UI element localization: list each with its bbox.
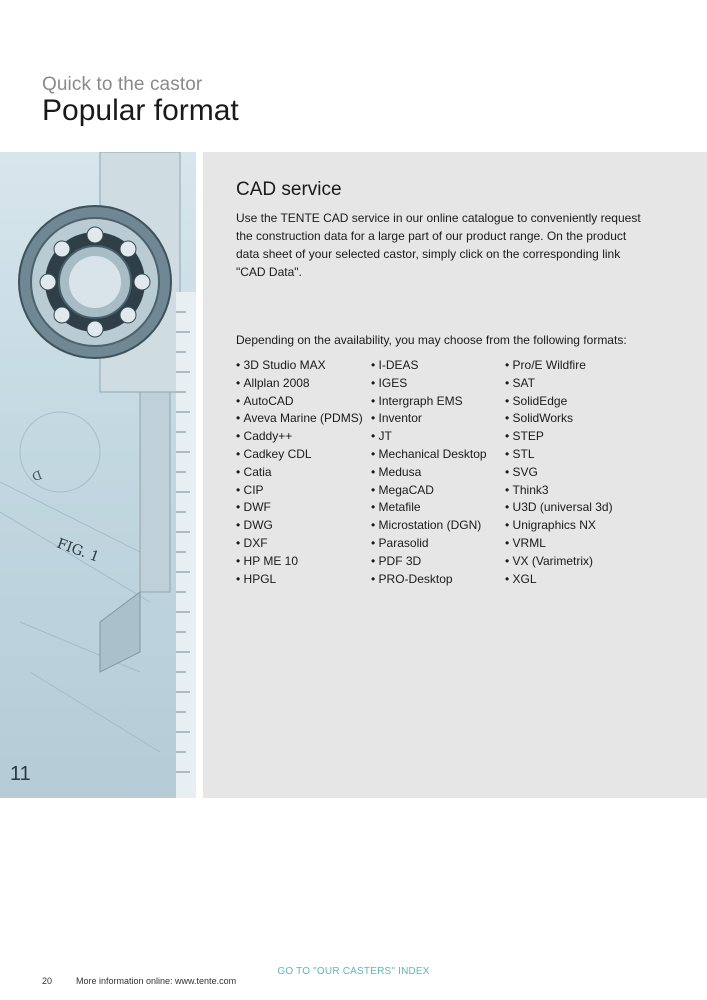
format-item: • Inventor: [371, 410, 505, 428]
page-title: Popular format: [42, 94, 239, 127]
footer-website: More information online: www.tente.com: [76, 976, 237, 986]
format-item: • Pro/E Wildfire: [505, 357, 645, 375]
format-item: • CIP: [236, 482, 371, 500]
format-item: • Medusa: [371, 464, 505, 482]
format-item: • Unigraphics NX: [505, 517, 645, 535]
format-item: • IGES: [371, 375, 505, 393]
format-item: • Microstation (DGN): [371, 517, 505, 535]
casters-index-link[interactable]: GO TO "OUR CASTERS" INDEX: [277, 966, 430, 977]
format-item: • DWG: [236, 517, 371, 535]
photo-corner-number: 11: [10, 763, 31, 785]
format-item: • DWF: [236, 499, 371, 517]
formats-column-1: [236, 357, 371, 588]
format-item: • Catia: [236, 464, 371, 482]
format-item: • MegaCAD: [371, 482, 505, 500]
format-item: • XGL: [505, 571, 645, 589]
format-item: • VX (Varimetrix): [505, 553, 645, 571]
cad-service-panel: [203, 152, 707, 798]
format-item: • Aveva Marine (PDMS): [236, 410, 371, 428]
photo-figure-label: FIG. 1: [54, 535, 102, 566]
photo-letter-label: D: [29, 467, 44, 484]
page-number: 20: [42, 976, 53, 986]
format-item: • PRO-Desktop: [371, 571, 505, 589]
format-item: • SAT: [505, 375, 645, 393]
formats-list: [236, 357, 645, 588]
formats-lead: Depending on the availability, you may choose from the following formats:: [236, 333, 627, 347]
format-item: • I-DEAS: [371, 357, 505, 375]
cad-service-intro: Use the TENTE CAD service in our online catalogue to conveniently request the construction data for a large part of our product range. On the product data sheet of your selected castor, simply click on the corresponding link "CAD Data".: [236, 211, 641, 279]
format-item: • Allplan 2008: [236, 375, 371, 393]
format-item: • DXF: [236, 535, 371, 553]
bearing-caliper-photo: [0, 152, 196, 798]
format-item: • Mechanical Desktop: [371, 446, 505, 464]
format-item: • Parasolid: [371, 535, 505, 553]
format-item: • Cadkey CDL: [236, 446, 371, 464]
format-item: • VRML: [505, 535, 645, 553]
formats-column-2: [371, 357, 505, 588]
format-item: • JT: [371, 428, 505, 446]
format-item: • STEP: [505, 428, 645, 446]
format-item: • AutoCAD: [236, 393, 371, 411]
format-item: • HP ME 10: [236, 553, 371, 571]
format-item: • SVG: [505, 464, 645, 482]
format-item: • Caddy++: [236, 428, 371, 446]
cad-service-title: CAD service: [236, 179, 342, 200]
format-item: • Metafile: [371, 499, 505, 517]
format-item: • Think3: [505, 482, 645, 500]
format-item: • HPGL: [236, 571, 371, 589]
format-item: • 3D Studio MAX: [236, 357, 371, 375]
format-item: • Intergraph EMS: [371, 393, 505, 411]
format-item: • SolidWorks: [505, 410, 645, 428]
format-item: • STL: [505, 446, 645, 464]
formats-column-3: [505, 357, 645, 588]
format-item: • PDF 3D: [371, 553, 505, 571]
page-kicker: Quick to the castor: [42, 74, 203, 95]
format-item: • U3D (universal 3d): [505, 499, 645, 517]
ball-bearing-icon: [19, 206, 171, 358]
format-item: • SolidEdge: [505, 393, 645, 411]
